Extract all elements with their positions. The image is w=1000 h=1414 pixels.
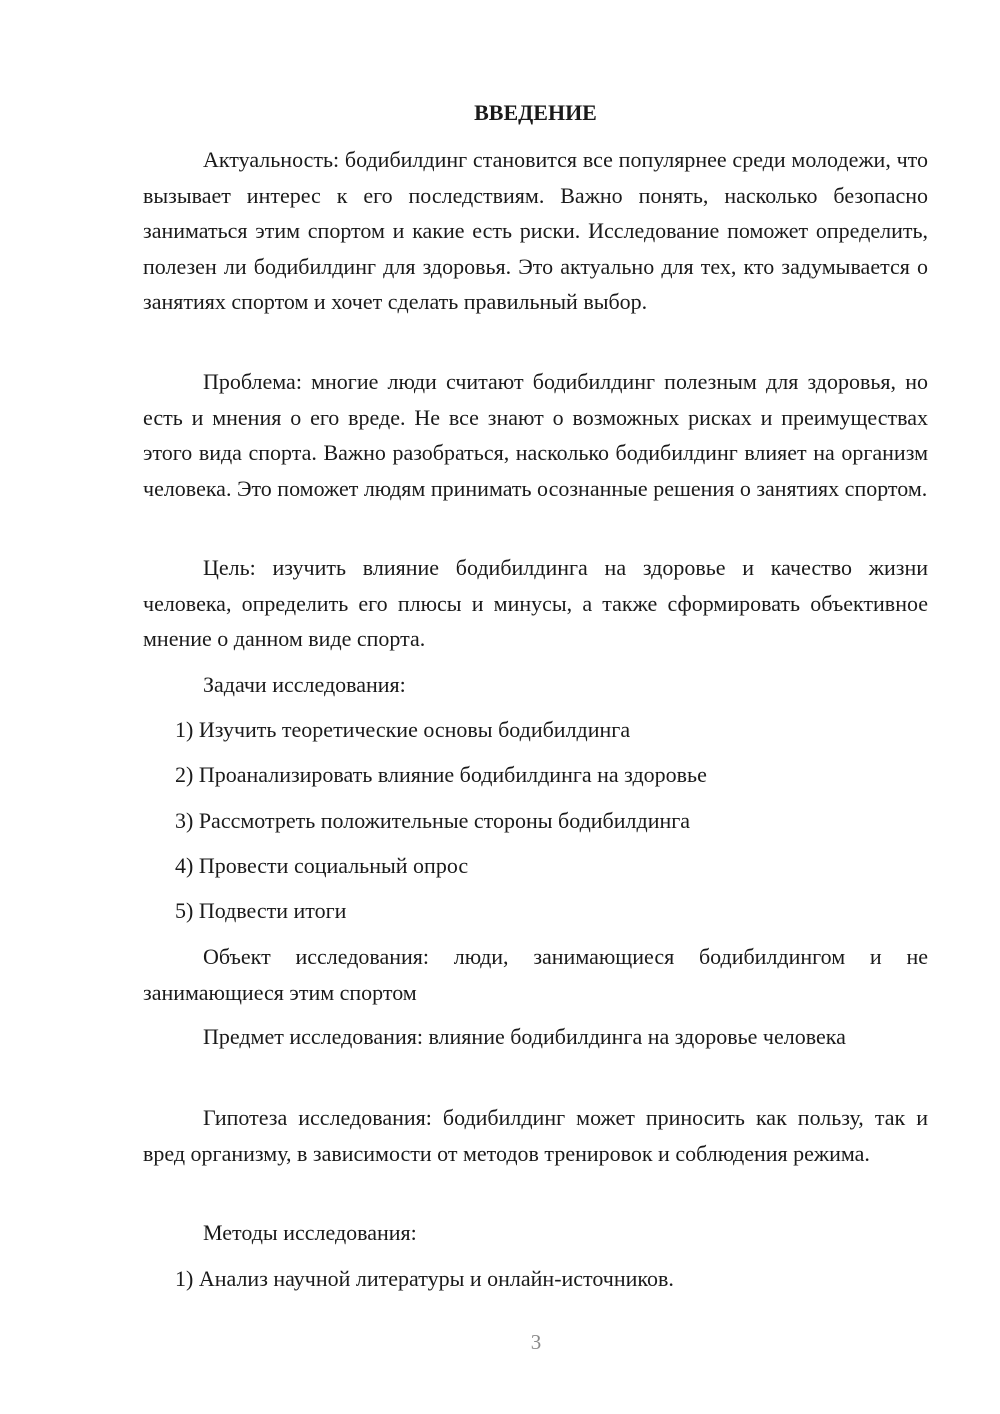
method-item: 1) Анализ научной литературы и онлайн-источников. bbox=[175, 1266, 674, 1291]
task-item: 4) Провести социальный опрос bbox=[175, 853, 469, 878]
hypothesis-paragraph: Гипотеза исследования: бодибилдинг может приносить как пользу, так и вред организму, в зависимости от методов тренировок и соблюдения режима. bbox=[143, 1105, 928, 1166]
task-item: 1) Изучить теоретические основы бодибилдинга bbox=[175, 717, 631, 742]
task-item: 3) Рассмотреть положительные стороны бодибилдинга bbox=[175, 808, 691, 833]
tasks-heading: Задачи исследования: bbox=[203, 672, 406, 697]
task-item: 5) Подвести итоги bbox=[175, 898, 347, 923]
relevance-paragraph: Актуальность: бодибилдинг становится все популярнее среди молодежи, что вызывает интерес к его последствиям. Важно понять, насколько безопасно заниматься этим спортом и какие есть риски. Исследование поможет определить, полезен ли бодибилдинг для здоровья. Это актуально для тех, кто задумывается о занятиях спортом и хочет сделать правильный выбор. bbox=[143, 147, 928, 314]
page-number: 3 bbox=[530, 1330, 542, 1354]
subject-paragraph: Предмет исследования: влияние бодибилдинга на здоровье человека bbox=[203, 1024, 846, 1049]
goal-paragraph: Цель: изучить влияние бодибилдинга на здоровье и качество жизни человека, определить его плюсы и минусы, а также сформировать объективное мнение о данном виде спорта. bbox=[143, 555, 928, 651]
task-item: 2) Проанализировать влияние бодибилдинга на здоровье bbox=[175, 762, 707, 787]
methods-heading: Методы исследования: bbox=[203, 1220, 417, 1245]
section-title: ВВЕДЕНИЕ bbox=[474, 100, 597, 125]
problem-paragraph: Проблема: многие люди считают бодибилдинг полезным для здоровья, но есть и мнения о его вреде. Не все знают о возможных рисках и преимуществах этого вида спорта. Важно разобраться, насколько бодибилдинг влияет на организм человека. Это поможет людям принимать осознанные решения о занятиях спортом. bbox=[143, 369, 928, 501]
object-paragraph: Объект исследования: люди, занимающиеся бодибилдингом и не занимающиеся этим спортом bbox=[143, 944, 928, 1005]
